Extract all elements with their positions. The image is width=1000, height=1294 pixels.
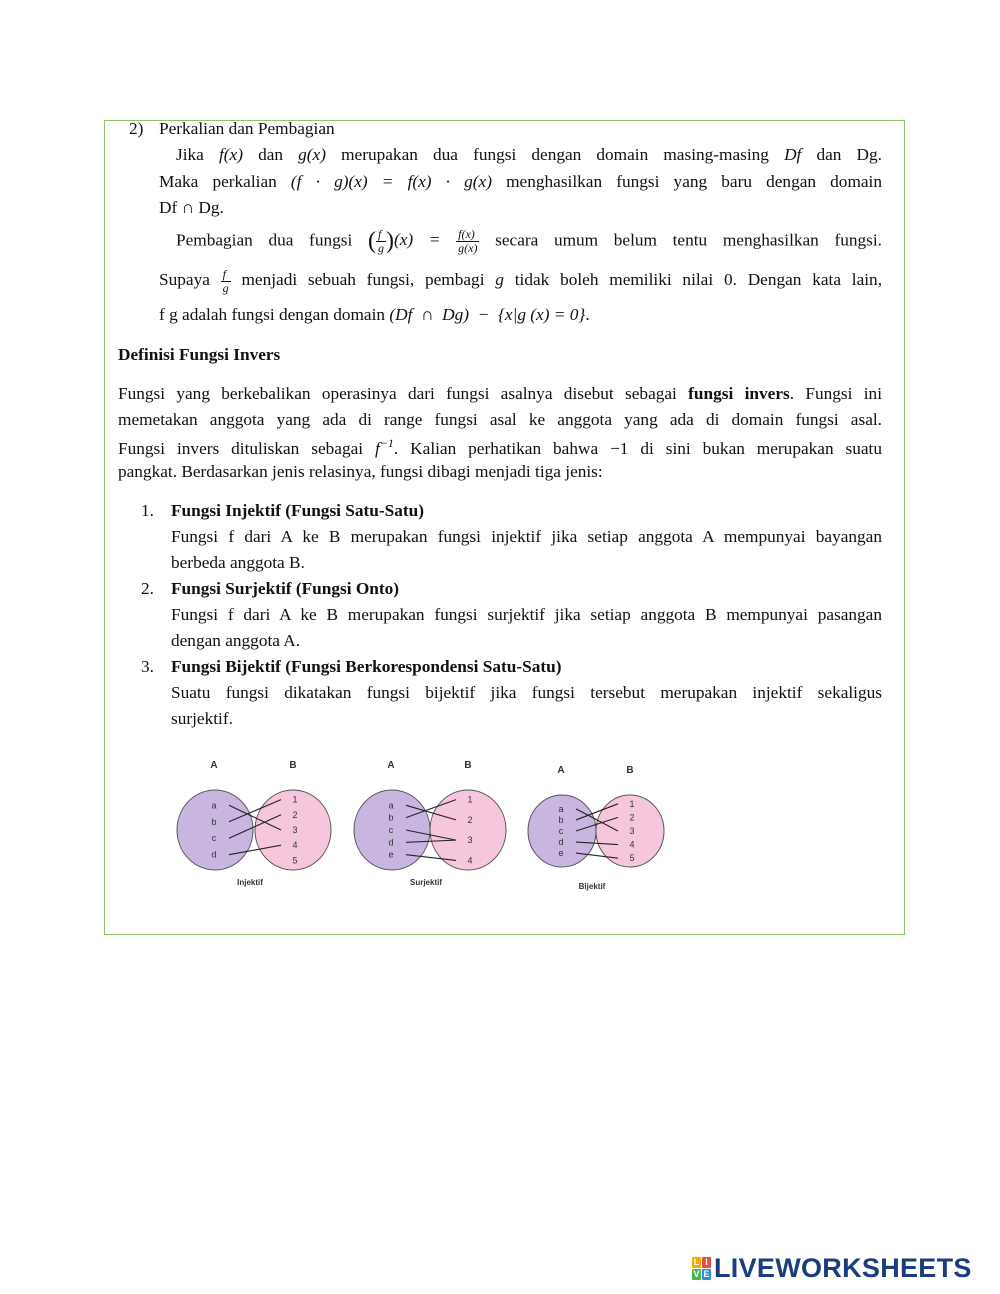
paragraph-line: memetakan anggota yang ada di range fungsi asal ke anggota yang ada di domain fungsi asal. <box>118 410 882 429</box>
set-a-element: b <box>211 816 217 827</box>
set-a-label: A <box>210 760 218 771</box>
logo-letter: E <box>703 1268 710 1279</box>
set-b-element: 4 <box>292 840 298 851</box>
set-b-element: 5 <box>629 853 635 864</box>
logo-letter: L <box>693 1256 700 1267</box>
set-b-element: 2 <box>292 809 298 820</box>
set-b-label: B <box>464 760 472 771</box>
set-a-element: a <box>558 803 564 814</box>
list-text: Fungsi f dari A ke B merupakan fungsi surjektif jika setiap anggota B mempunyai pasangan <box>171 605 882 624</box>
set-a-element: b <box>558 814 564 825</box>
list-text: berbeda anggota B. <box>171 553 305 572</box>
list-title: Fungsi Bijektif (Fungsi Berkorespondensi Satu-Satu) <box>171 657 562 676</box>
logo-text: LIVEWORKSHEETS <box>714 1252 972 1283</box>
paragraph-line: Df ∩ Dg. <box>159 198 224 217</box>
set-b-element: 3 <box>292 825 298 835</box>
logo-letter: V <box>693 1268 700 1279</box>
set-a-element: c <box>211 833 217 844</box>
list-number: 2. <box>141 579 154 598</box>
paragraph-line: pangkat. Berdasarkan jenis relasinya, fungsi dibagi menjadi tiga jenis: <box>118 462 603 481</box>
set-b-element: 1 <box>467 794 473 805</box>
set-b-element: 1 <box>292 794 298 805</box>
list-text: Suatu fungsi dikatakan fungsi bijektif jika fungsi tersebut merupakan injektif sekaligus <box>171 683 882 702</box>
set-b-element: 4 <box>629 839 635 850</box>
set-b-label: B <box>289 760 297 771</box>
set-a-label: A <box>557 765 565 776</box>
liveworksheets-logo <box>692 1252 972 1284</box>
set-b-label: B <box>626 765 634 776</box>
set-a-element: a <box>211 800 217 811</box>
definition-heading: Definisi Fungsi Invers <box>118 345 281 364</box>
set-a-element: e <box>388 849 394 860</box>
logo-mark <box>692 1257 711 1280</box>
set-b-element: 1 <box>629 798 635 809</box>
list-text: dengan anggota A. <box>171 631 301 650</box>
list-title: Fungsi Surjektif (Fungsi Onto) <box>171 579 400 598</box>
set-b-element: 2 <box>629 812 635 823</box>
set-a-element: a <box>388 800 394 811</box>
set-a-element: c <box>388 825 394 835</box>
set-a-label: A <box>387 760 395 771</box>
set-a-element: c <box>558 826 564 836</box>
list-number: 1. <box>141 501 154 520</box>
section-title: Perkalian dan Pembagian <box>159 119 335 138</box>
set-b-element: 3 <box>467 835 473 846</box>
paragraph-line: Fungsi yang berkebalikan operasinya dari fungsi asalnya disebut sebagai fungsi invers. Fungsi ini <box>118 384 882 403</box>
section-number: 2) <box>129 119 144 138</box>
diagram-caption: Injektif <box>237 878 263 887</box>
list-text: Fungsi f dari A ke B merupakan fungsi injektif jika setiap anggota A mempunyai bayangan <box>171 527 882 546</box>
paragraph-line: Fungsi invers dituliskan sebagai $f^{-1}$. Kalian perhatikan bahwa −1 di sini bukan merupakan suatu <box>118 436 882 458</box>
diagram-caption: Bijektif <box>578 882 606 891</box>
diagram-caption: Surjektif <box>409 878 443 887</box>
list-number: 3. <box>141 657 154 676</box>
set-a-element: d <box>388 837 394 848</box>
set-b-element: 4 <box>467 855 473 866</box>
set-a-element: b <box>388 812 394 823</box>
logo-letter: I <box>702 1257 711 1268</box>
paragraph-line: Supaya $\frac{f}{g}$ menjadi sebuah fungsi, pembagi g tidak boleh memiliki nilai 0. Dengan kata lain, <box>159 266 883 295</box>
set-b-element: 3 <box>629 826 635 836</box>
set-a-element: e <box>558 848 564 859</box>
paragraph-line: f g adalah fungsi dengan domain (Df ∩ Dg) − {x|g (x) = 0}. <box>159 305 590 324</box>
paragraph-line: Pembagian dua fungsi ( $\frac{f}{g}$ )(x) = $\frac{f(x)}{g(x)}$ secara umum belum tentu menghasilkan fungsi. <box>176 227 883 255</box>
function-diagrams <box>170 755 680 905</box>
list-title: Fungsi Injektif (Fungsi Satu-Satu) <box>171 501 425 520</box>
paragraph-line: Jika f(x) dan g(x) merupakan dua fungsi dengan domain masing-masing Df dan Dg. <box>176 145 882 164</box>
paragraph-line: Maka perkalian (f · g)(x) = f(x) · g(x) menghasilkan fungsi yang baru dengan domain <box>159 172 882 191</box>
set-a-element: d <box>211 849 217 860</box>
set-b-element: 2 <box>467 814 473 825</box>
set-b-element: 5 <box>292 855 298 866</box>
list-text: surjektif. <box>171 709 233 728</box>
set-a-element: d <box>558 837 564 848</box>
